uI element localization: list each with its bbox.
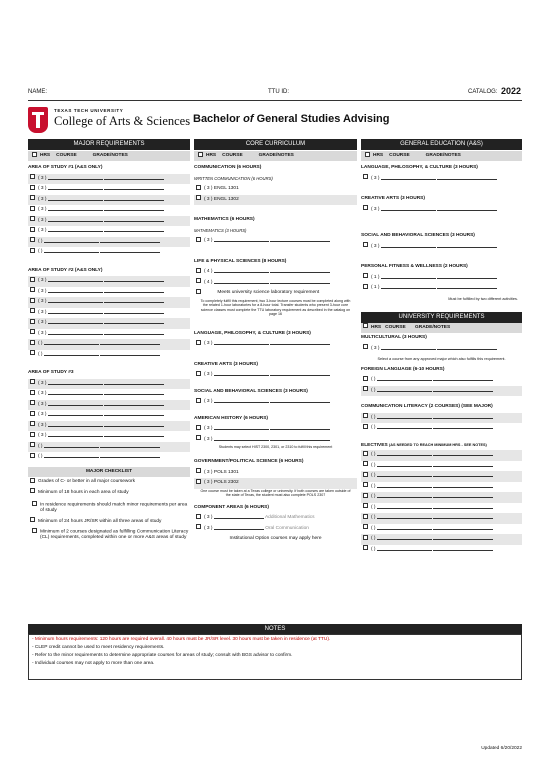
double-t-icon — [28, 107, 48, 133]
checklist-item[interactable]: Minimum of 2 courses designated as fulfilling Communication Literacy (CL) requirements, completed within one or more A&S areas of study — [28, 528, 190, 548]
check-icon — [365, 152, 370, 157]
fitness-note: Must be fulfilled by two different activities. — [448, 296, 518, 301]
student-info-line — [28, 87, 522, 101]
course-row[interactable]: ( 3 ) — [28, 379, 190, 390]
course-row[interactable]: ( 3 ) — [28, 400, 190, 411]
major-column — [28, 163, 190, 548]
course-row[interactable]: ( ) — [361, 413, 522, 424]
course-row[interactable]: ( 1 ) — [361, 273, 522, 284]
notes-header: NOTES — [28, 624, 522, 634]
social-heading: SOCIAL AND BEHAVIORAL SCIENCES (3 HOURS) — [194, 387, 357, 398]
course-row[interactable]: ( 3 ) POLS 2302 — [194, 478, 357, 489]
course-row[interactable]: ( 3 ) — [194, 397, 357, 408]
course-row[interactable]: ( 3 ) — [361, 242, 522, 253]
major-checklist-heading: MAJOR CHECKLIST — [28, 467, 190, 478]
ttu-id-label: TTU ID: — [268, 89, 289, 95]
checklist-item[interactable]: Minimum of 18 hours in each area of study — [28, 488, 190, 501]
course-row[interactable]: ( ) — [361, 471, 522, 482]
course-row[interactable]: ( 3 ) — [28, 318, 190, 329]
course-row[interactable]: ( ) — [361, 386, 522, 397]
language-heading: LANGUAGE, PHILOSOPHY, & CULTURE (3 HOURS) — [194, 329, 357, 340]
fitness-heading: PERSONAL FITNESS & WELLNESS (2 HOURS) — [361, 262, 522, 273]
check-icon — [198, 152, 203, 157]
check-icon — [32, 152, 37, 157]
course-row[interactable]: ( ) — [28, 247, 190, 258]
course-row[interactable]: ( ) — [361, 503, 522, 514]
general-education-header: GENERAL EDUCATION (A&S) — [361, 139, 522, 150]
course-row[interactable]: ( ) — [28, 452, 190, 463]
creative-arts-heading: CREATIVE ARTS (3 HOURS) — [361, 194, 522, 205]
course-row[interactable]: ( 3 ) Additional Mathematics — [194, 513, 357, 524]
lab-note: To completely fulfill this requirement, two 3-hour lecture courses must be completed along with the related 1-hour laboratories for a 8-hour total. Transfer students who present 3-hour core science classes must complete the TTU laboratory requirement as described in the catalog on page 16 — [200, 298, 351, 317]
course-row[interactable]: ( 3 ) — [28, 421, 190, 432]
course-row[interactable]: ( ) — [28, 339, 190, 350]
course-row[interactable]: ( 3 ) — [28, 216, 190, 227]
course-row[interactable]: ( ) — [361, 534, 522, 545]
checklist-item[interactable]: In residence requirements should match minor requirements per area of study — [28, 501, 190, 517]
course-row[interactable]: ( 3 ) — [361, 174, 522, 185]
creative-arts-heading: CREATIVE ARTS (3 HOURS) — [194, 360, 357, 371]
course-row[interactable]: ( 3 ) ENGL 1302 — [194, 195, 357, 206]
course-row[interactable]: ( 3 ) — [28, 205, 190, 216]
university-requirements-header: UNIVERSITY REQUIREMENTS — [361, 312, 522, 323]
mathematics-label: MATHEMATICS (3 HOURS) — [194, 227, 247, 233]
course-row[interactable]: ( 3 ) ENGL 1301 — [194, 184, 357, 195]
catalog-year: 2022 — [501, 86, 522, 96]
area2-heading: AREA OF STUDY #2 (A&S ONLY) — [28, 266, 190, 277]
course-row[interactable]: ( ) — [28, 350, 190, 361]
course-row[interactable]: ( ) — [361, 545, 522, 556]
communication-heading: COMMUNICATION (6 HOURS) — [194, 163, 357, 174]
page-title: Bachelor of General Studies Advising — [193, 113, 390, 125]
area3-heading: AREA OF STUDY #3 — [28, 368, 190, 379]
college-name: College of Arts & Sciences — [54, 114, 191, 128]
course-row[interactable]: ( 3 ) — [28, 389, 190, 400]
core-column — [194, 163, 357, 545]
course-row[interactable]: ( ) — [361, 513, 522, 524]
course-row[interactable]: ( 3 ) — [361, 344, 522, 355]
course-row[interactable]: ( ) — [361, 375, 522, 386]
major-requirements-header: MAJOR REQUIREMENTS — [28, 139, 190, 150]
course-row[interactable]: ( 3 ) — [28, 308, 190, 319]
updated-date: Updated 6/20/2022 — [481, 746, 522, 751]
history-heading: AMERICAN HISTORY (6 HOURS) — [194, 414, 357, 425]
name-label: NAME: — [28, 89, 48, 95]
subheader-middle: HRS COURSE GRADE/NOTES — [194, 151, 357, 161]
course-row[interactable]: ( 3 ) — [194, 236, 357, 247]
history-note: Students may select HIST 2300, 2301, or 2310 to fulfill this requirement — [218, 445, 333, 449]
course-row[interactable]: ( 4 ) — [194, 278, 357, 289]
course-row[interactable]: ( 3 ) Oral Communication — [194, 524, 357, 535]
checklist-item[interactable]: Minimum of 24 hours JR/SR within all three areas of study — [28, 517, 190, 528]
course-row[interactable]: ( 3 ) — [28, 410, 190, 421]
course-row[interactable]: ( 3 ) — [28, 297, 190, 308]
mathematics-heading: MATHEMATICS (6 HOURS) — [194, 215, 357, 226]
university-name: TEXAS TECH UNIVERSITY — [54, 108, 124, 113]
course-row[interactable]: ( 3 ) — [28, 329, 190, 340]
course-row[interactable]: ( 3 ) — [194, 370, 357, 381]
course-row[interactable]: ( 3 ) — [28, 276, 190, 287]
life-sciences-heading: LIFE & PHYSICAL SCIENCES (8 HOURS) — [194, 257, 357, 268]
multicultural-heading: MULTICULTURAL (3 HOURS) — [361, 333, 522, 344]
course-row[interactable]: ( 3 ) POLS 1301 — [194, 468, 357, 479]
course-row[interactable]: ( 3 ) — [194, 424, 357, 435]
course-row[interactable]: ( 3 ) — [28, 226, 190, 237]
course-row[interactable]: ( 4 ) — [194, 267, 357, 278]
course-row[interactable]: ( ) — [361, 524, 522, 535]
notes-box — [28, 634, 522, 680]
area1-heading: AREA OF STUDY #1 (A&S ONLY) — [28, 163, 190, 174]
language-heading: LANGUAGE, PHILOSOPHY, & CULTURE (3 HOURS) — [361, 163, 522, 174]
lab-requirement[interactable]: Meets university science laboratory requirement — [194, 288, 357, 299]
course-row[interactable]: ( ) — [361, 482, 522, 493]
government-note: One course must be taken at a Texas college or university. If both courses are taken outside of the state of Texas, the student must also complete POLS 2307 — [200, 488, 351, 498]
note-minimum-hours: - Minimum hours requirements: 120 hours are required overall. 40 hours must be JR/SR level. 30 hours must be taken in residence (at TTU). — [32, 637, 331, 642]
subheader-univ: HRS COURSE GRADE/NOTES — [361, 323, 522, 334]
course-row[interactable]: ( 3 ) — [28, 431, 190, 442]
foreign-language-heading: FOREIGN LANGUAGE (6-10 HOURS) — [361, 365, 522, 376]
electives-heading: ELECTIVES (AS NEEDED TO REACH MINIMUM HRS - SEE NOTES) — [361, 440, 522, 451]
checklist-item[interactable]: Grades of C- or better in all major coursework — [28, 477, 190, 488]
course-row[interactable]: ( ) — [361, 492, 522, 503]
course-row[interactable]: ( ) — [361, 423, 522, 434]
multicultural-note: Select a course from any approved major which also fulfills this requirement. — [377, 357, 506, 361]
institutional-note: Institutional Option courses may apply here — [229, 536, 322, 541]
core-curriculum-header: CORE CURRICULUM — [194, 139, 357, 150]
course-row[interactable]: ( 3 ) — [28, 184, 190, 195]
gen-ed-column — [361, 163, 522, 555]
note-minor: - Refer to the minor requirements to determine appropriate courses for areas of study; consult with BGS advisor to confirm. — [32, 653, 293, 658]
course-row[interactable]: ( ) — [361, 461, 522, 472]
course-row[interactable]: ( 3 ) — [194, 435, 357, 446]
course-row[interactable]: ( ) — [28, 237, 190, 248]
subheader-right: HRS COURSE GRADE/NOTES — [361, 151, 522, 161]
note-clep: - CLEP credit cannot be used to meet residency requirements. — [32, 645, 165, 650]
component-heading: COMPONENT AREAS (6 HOURS) — [194, 503, 357, 514]
social-heading: SOCIAL AND BEHAVIORAL SCIENCES (3 HOURS) — [361, 231, 522, 242]
course-row[interactable]: ( 3 ) — [361, 205, 522, 216]
note-individual: - Individual courses may not apply to more than one area. — [32, 661, 155, 666]
course-row[interactable]: ( ) — [361, 450, 522, 461]
subheader-left: HRS COURSE GRADE/NOTES — [28, 151, 190, 161]
written-communication-label: WRITTEN COMMUNICATION (6 HOURS) — [194, 175, 273, 181]
course-row[interactable]: ( 3 ) — [28, 195, 190, 206]
catalog-label: CATALOG: — [468, 89, 498, 95]
comm-literacy-heading: COMMUNICATION LITERACY (2 COURSES) (SEE MAJOR) — [361, 402, 522, 413]
course-row[interactable]: ( 3 ) — [28, 174, 190, 185]
course-row[interactable]: ( ) — [28, 442, 190, 453]
government-heading: GOVERNMENT/POLITICAL SCIENCE (6 HOURS) — [194, 457, 357, 468]
course-row[interactable]: ( 3 ) — [28, 287, 190, 298]
course-row[interactable]: ( 1 ) — [361, 283, 522, 294]
course-row[interactable]: ( 3 ) — [194, 339, 357, 350]
